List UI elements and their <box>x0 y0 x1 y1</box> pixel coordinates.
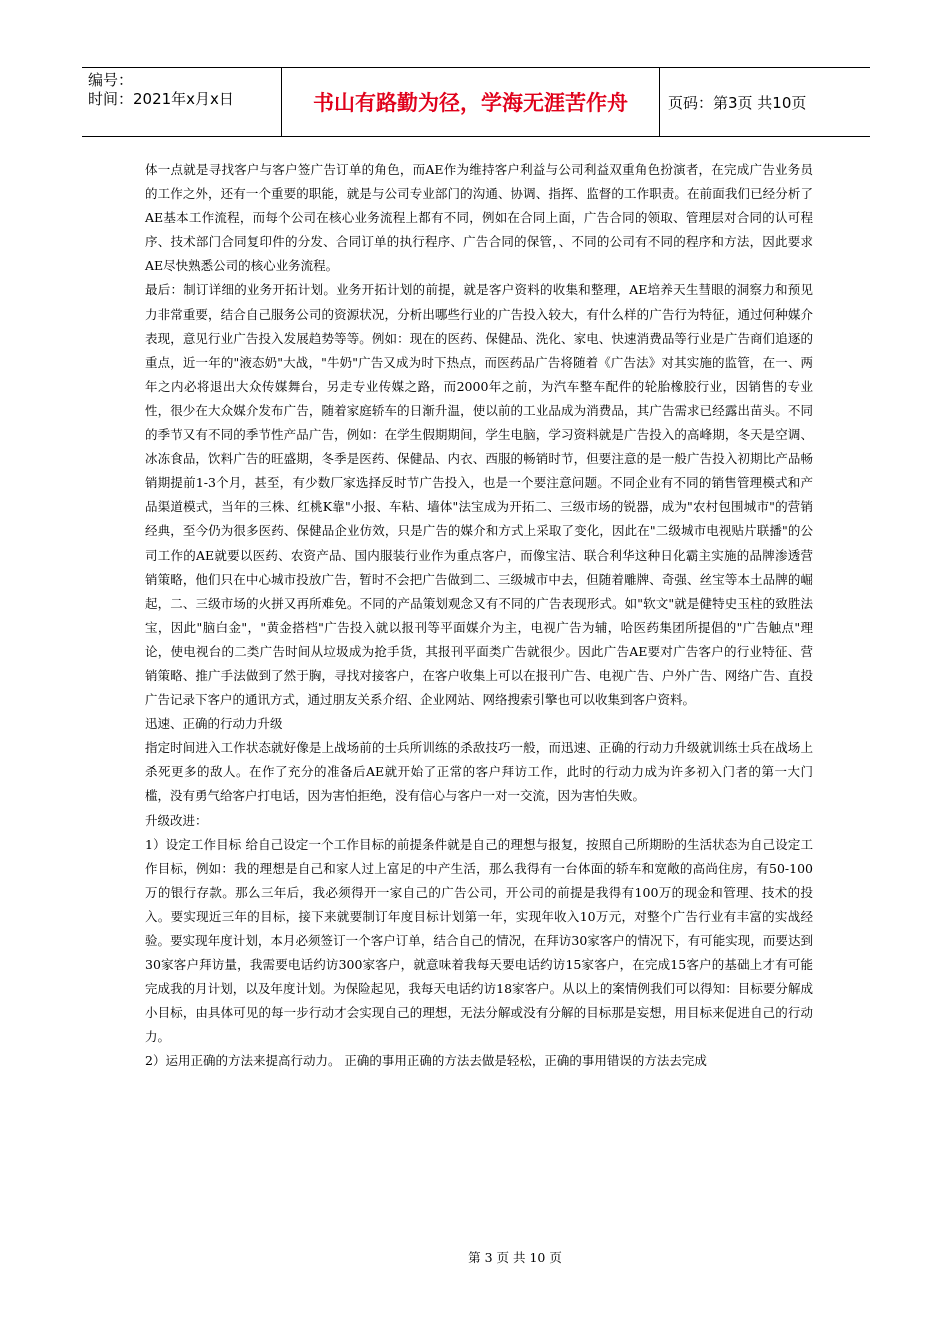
document-time-label: 时间：2021年x月x日 <box>88 90 234 108</box>
section-heading: 迅速、正确的行动力升级 <box>145 716 283 732</box>
subsection-label: 升级改进： <box>145 812 208 828</box>
page-footer: 第 3 页 共 10 页 <box>468 1250 562 1265</box>
document-number-label: 编号： <box>88 71 134 89</box>
header-motto: 书山有路勤为径，学海无涯苦作舟 <box>282 68 660 136</box>
header-page-info: 页码：第3页 共10页 <box>668 93 807 112</box>
header-meta <box>82 68 282 136</box>
body-paragraph: 2）运用正确的方法来提高行动力。 正确的事用正确的方法去做是轻松，正确的事用错误的方法去完成 <box>145 1053 707 1069</box>
body-paragraph: 1）设定工作目标 给自己设定一个工作目标的前提条件就是自己的理想与报复，按照自己所期盼的生活状态为自己设定工作目标，例如：我的理想是自己和家人过上富足的中产生活，那么我得有一台体面的轿车和宽敞的高尚住房，有50-100万的银行存款。那么三年后，我必须得开一家自己的广告公司，开公司的前提是我得有100万的现金和管理、技术的投入。要实现近三年的目标，接下来就要制订年度目标计划第一年，实现年收入10万元，对整个广告行业有丰富的实战经验。要实现年度计划，本月必须签订一个客户订单，结合自己的情况，在拜访30家客户的情况下，有可能实现，而要达到30家客户拜访量，我需要电话约访300家客户，就意味着我每天要电话约访15家客户，在完成15客户的基础上才有可能完成我的月计划，以及年度计划。为保险起见，我每天电话约访18家客户。从以上的案情例我们可以得知：目标要分解成小目标，由具体可见的每一步行动才会实现自己的理想，无法分解或没有分解的目标那是妄想，用目标来促进自己的行动力。 <box>145 836 813 1045</box>
body-paragraph: 指定时间进入工作状态就好像是上战场前的士兵所训练的杀敌技巧一般，而迅速、正确的行动力升级就训练士兵在战场上杀死更多的敌人。在作了充分的准备后AE就开始了正常的客户拜访工作，此时的行动力成为许多初入门者的第一大门槛，没有勇气给客户打电话，因为害怕拒绝，没有信心与客户一对一交流，因为害怕失败。 <box>145 740 813 804</box>
body-paragraph: 最后：制订详细的业务开拓计划。业务开拓计划的前提，就是客户资料的收集和整理，AE培养天生彗眼的洞察力和预见力非常重要，结合自己服务公司的资源状况，分析出哪些行业的广告投入较大，有什么样的广告行为特征，通过何种媒介表现，意见行业广告投入发展趋势等等。例如：现在的医药、保健品、洗化、家电、快速消费品等行业是广告商们追逐的重点，近一年的"液态奶"大战，"牛奶"广告又成为时下热点，而医药品广告将随着《广告法》对其实施的监管，在一、两年之内必将退出大众传媒舞台，另走专业传媒之路，而2000年之前，为汽车整车配件的轮胎橡胶行业，因销售的专业性，很少在大众媒介发布广告，随着家庭轿车的日渐升温，使以前的工业品成为消费品，其广告需求已经露出苗头。不同的季节又有不同的季节性产品广告，例如：在学生假期期间，学生电脑，学习资料就是广告投入的高峰期，冬天是空调、冰冻食品，饮料广告的旺盛期，冬季是医药、保健品、内衣、西服的畅销时节，但要注意的是一般广告投入初期比产品畅销期提前1-3个月，甚至，有少数厂家选择反时节广告投入，也是一个要注意问题。不同企业有不同的销售管理模式和产品渠道模式，当年的三株、红桃K靠"小报、车粘、墙体"法宝成为开拓二、三级市场的锐器，成为"农村包围城市"的营销经典，至今仍为很多医药、保健品企业仿效，只是广告的媒介和方式上采取了变化，因此在"二级城市电视贴片联播"的公司工作的AE就要以医药、农资产品、国内服装行业作为重点客户，而像宝洁、联合利华这种日化霸主实施的品牌渗透营销策略，他们只在中心城市投放广告，暂时不会把广告做到二、三级城市中去，但随着雕牌、奇强、丝宝等本土品牌的崛起，二、三级市场的火拼又再所难免。不同的产品策划观念又有不同的广告表现形式。如"软文"就是健特史玉柱的致胜法宝，因此"脑白金"，"黄金搭档"广告投入就以报刊等平面媒介为主，电视广告为辅，哈医药集团所提倡的"广告触点"理论，使电视台的二类广告时间从垃圾成为抢手货，其报刊平面类广告就很少。因此广告AE要对广告客户的行业特征、营销策略、推广手法做到了然于胸，寻找对接客户，在客户收集上可以在报刊广告、电视广告、户外广告、网络广告、直投广告记录下客户的通讯方式，通过朋友关系介绍、企业网站、网络搜索引擎也可以收集到客户资料。 <box>145 282 813 708</box>
header-table <box>82 67 870 137</box>
body-paragraph: 体一点就是寻找客户与客户签广告订单的角色，而AE作为维持客户利益与公司利益双重角色扮演者，在完成广告业务员的工作之外，还有一个重要的职能，就是与公司专业部门的沟通、协调、指挥、监督的工作职责。在前面我们已经分析了AE基本工作流程，而每个公司在核心业务流程上都有不同，例如在合同上面，广告合同的领取、管理层对合同的认可程序、技术部门合同复印件的分发、合同订单的执行程序、广告合同的保管，、不同的公司有不同的程序和方法，因此要求AE尽快熟悉公司的核心业务流程。 <box>145 162 813 274</box>
document-body <box>145 158 813 1074</box>
